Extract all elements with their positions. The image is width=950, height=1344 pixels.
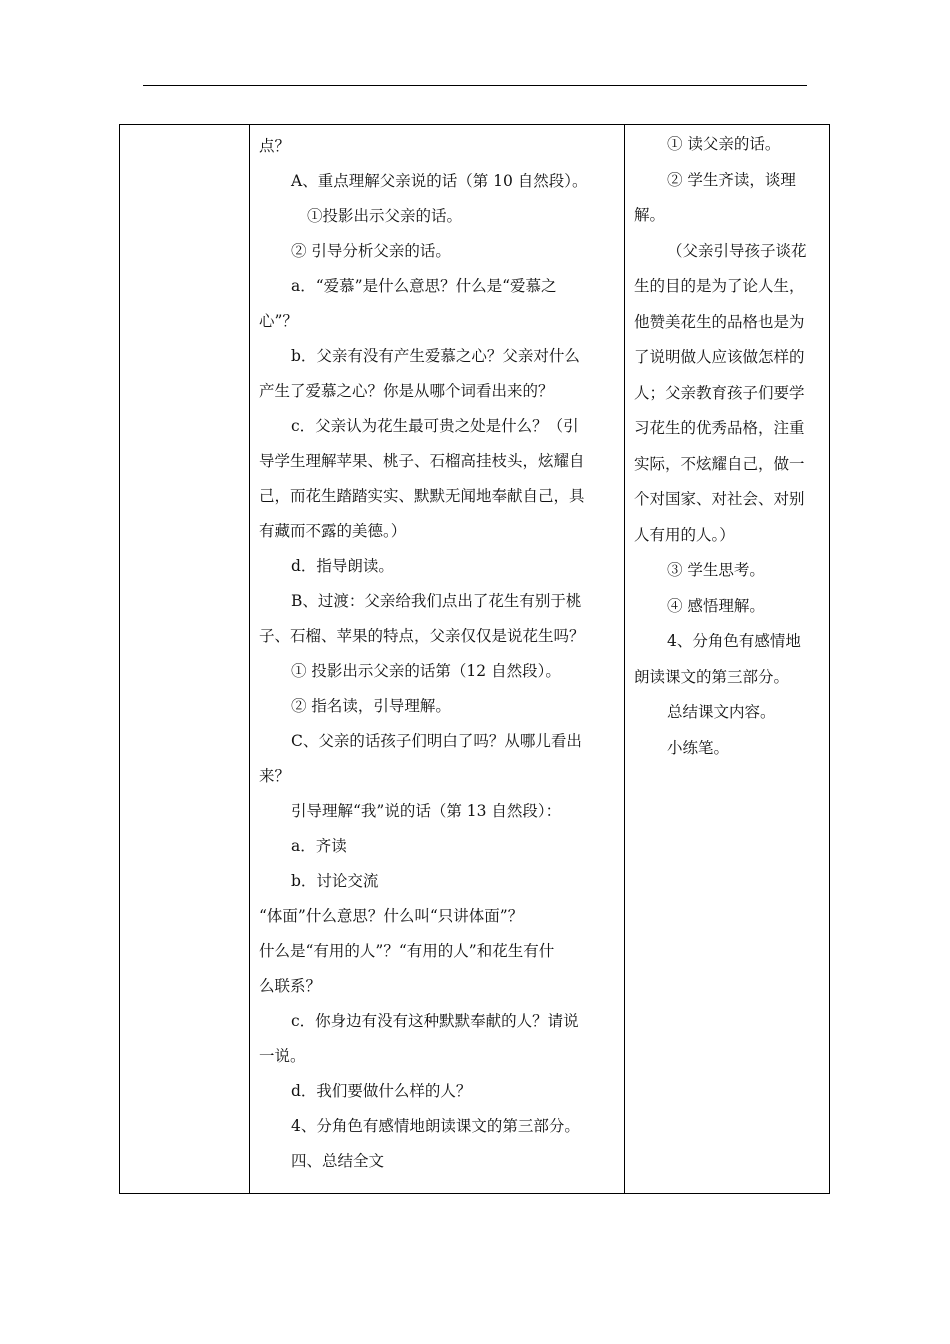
teacher-text-line: “体面”什么意思？什么叫“只讲体面”？ <box>259 907 524 925</box>
teacher-text-line: 四、总结全文 <box>291 1152 385 1170</box>
student-text-line: 小练笔。 <box>667 738 730 757</box>
teacher-text-line: 有藏而不露的美德。） <box>259 522 407 540</box>
teacher-text-line: 产生了爱慕之心？你是从哪个词看出来的？ <box>259 382 554 400</box>
student-text-line: 总结课文内容。 <box>667 703 776 721</box>
teacher-text-line: a．“爱慕”是什么意思？什么是“爱慕之 <box>291 277 557 295</box>
teacher-text-line: 来？ <box>259 767 291 785</box>
empty-left-column <box>120 125 250 1193</box>
teacher-text-line: 心”？ <box>259 312 298 330</box>
teacher-text-line: 子、石榴、苹果的特点，父亲仅仅是说花生吗？ <box>259 627 585 645</box>
teacher-text-line: c．你身边有没有这种默默奉献的人？请说 <box>291 1012 579 1030</box>
student-activity-column <box>625 125 831 1193</box>
student-text-line: （父亲引导孩子谈花 <box>667 241 807 260</box>
student-text-line: 他赞美花生的品格也是为 <box>634 312 805 331</box>
teacher-text-line: B、过渡：父亲给我们点出了花生有别于桃 <box>291 592 582 610</box>
student-text-line: 习花生的优秀品格，注重 <box>634 419 805 437</box>
teacher-text-line: 么联系？ <box>259 977 322 995</box>
header-rule <box>143 85 807 86</box>
student-text-line: 人有用的人。） <box>634 525 735 544</box>
student-text-line: 了说明做人应该做怎样的 <box>634 348 805 366</box>
teacher-text-line: d．我们要做什么样的人？ <box>291 1082 472 1100</box>
teacher-text-line: b．讨论交流 <box>291 872 379 890</box>
teacher-text-line: d．指导朗读。 <box>291 557 394 575</box>
student-text-line: ① 读父亲的话。 <box>667 135 781 153</box>
teacher-text-line: 导学生理解苹果、桃子、石榴高挂枝头，炫耀自 <box>259 452 585 470</box>
teacher-text-line: ① 投影出示父亲的话第（12 自然段）。 <box>291 662 561 680</box>
student-text-line: ④ 感悟理解。 <box>667 596 765 615</box>
student-text-line: 实际，不炫耀自己，做一 <box>634 454 805 473</box>
teacher-activity-column <box>250 125 625 1193</box>
lesson-plan-table <box>119 124 830 1194</box>
student-text-line: ② 学生齐读，谈理 <box>667 170 796 189</box>
teacher-text-line: b．父亲有没有产生爱慕之心？父亲对什么 <box>291 347 580 365</box>
student-text-line: 朗读课文的第三部分。 <box>634 667 790 686</box>
teacher-text-line: 一说。 <box>259 1047 306 1065</box>
teacher-text-line: ② 引导分析父亲的话。 <box>291 242 451 260</box>
student-text-line: 4、分角色有感情地 <box>667 632 801 650</box>
teacher-text-line: ② 指名读，引导理解。 <box>291 697 451 715</box>
teacher-text-line: 引导理解“我”说的话（第 13 自然段）： <box>291 802 562 820</box>
teacher-text-line: C、父亲的话孩子们明白了吗？从哪儿看出 <box>291 732 582 750</box>
teacher-text-line: 什么是“有用的人”？“有用的人”和花生有什 <box>259 942 555 960</box>
teacher-text-line: 己，而花生踏踏实实、默默无闻地奉献自己，具 <box>259 487 585 505</box>
student-text-line: 解。 <box>634 206 666 224</box>
student-text-line: 生的目的是为了论人生， <box>634 277 805 295</box>
student-text-line: ③ 学生思考。 <box>667 561 765 579</box>
student-text-line: 人；父亲教育孩子们要学 <box>634 383 805 402</box>
teacher-text-line: ①投影出示父亲的话。 <box>307 207 463 225</box>
teacher-text-line: A、重点理解父亲说的话（第 10 自然段）。 <box>291 172 588 190</box>
teacher-text-line: c．父亲认为花生最可贵之处是什么？（引 <box>291 417 579 435</box>
teacher-text-line: 4、分角色有感情地朗读课文的第三部分。 <box>291 1117 580 1135</box>
teacher-text-line: a．齐读 <box>291 837 347 855</box>
teacher-text-line: 点？ <box>259 137 291 155</box>
student-text-line: 个对国家、对社会、对别 <box>634 490 805 508</box>
